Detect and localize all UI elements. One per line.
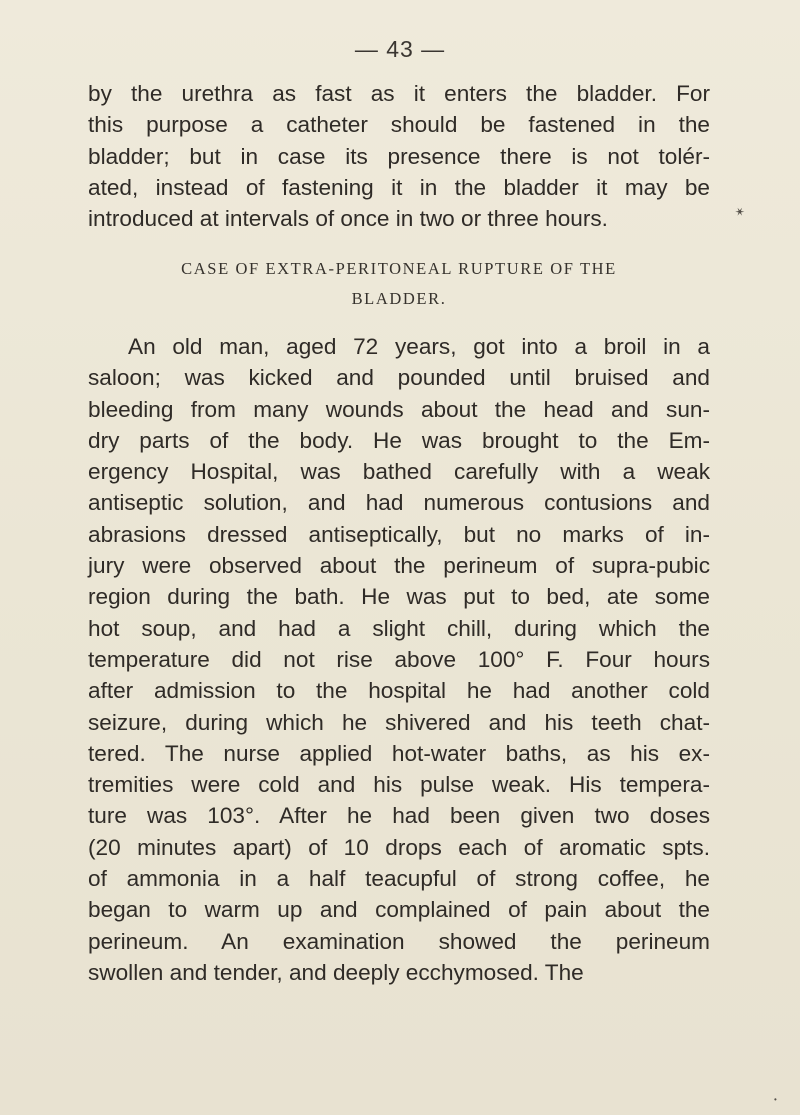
paragraph-continuation: [88, 78, 710, 234]
text-line: hot soup, and had a slight chill, during which the: [88, 615, 710, 641]
page-number: — 43 —: [354, 36, 446, 62]
text-line: temperature did not rise above 100° F. Four hours: [88, 646, 710, 672]
text-line: this purpose a catheter should be fastened in the: [88, 112, 710, 138]
ink-speck-icon: ✶: [732, 203, 748, 221]
text-line: tered. The nurse applied hot-water baths, as his ex-: [88, 740, 710, 766]
text-line: began to warm up and complained of pain about the: [88, 897, 710, 923]
text-line: seizure, during which he shivered and his teeth chat-: [88, 709, 710, 735]
text-line: perineum. An examination showed the perineum: [88, 928, 710, 954]
heading-line: CASE OF EXTRA-PERITONEAL RUPTURE OF THE: [181, 259, 617, 278]
ink-dot-icon: •: [774, 1095, 777, 1104]
text-line: bladder; but in case its presence there is not tolér-: [88, 143, 710, 169]
text-line: ated, instead of fastening it in the bladder it may be: [88, 174, 710, 200]
text-line: An old man, aged 72 years, got into a broil in a: [128, 334, 710, 359]
text-line: tremities were cold and his pulse weak. His tempera-: [88, 772, 710, 798]
text-line: swollen and tender, and deeply ecchymosed. The: [88, 959, 584, 985]
text-line: region during the bath. He was put to bed, ate some: [88, 584, 710, 610]
section-heading: [88, 254, 710, 314]
text-line: antiseptic solution, and had numerous contusions and: [88, 490, 710, 516]
text-line: jury were observed about the perineum of supra-pubic: [88, 553, 710, 579]
text-line: of ammonia in a half teacupful of strong coffee, he: [88, 866, 710, 892]
text-line: by the urethra as fast as it enters the bladder. For: [88, 81, 710, 106]
text-line: bleeding from many wounds about the head and sun-: [88, 396, 710, 422]
text-line: dry parts of the body. He was brought to the Em-: [88, 427, 710, 453]
text-line: after admission to the hospital he had another cold: [88, 678, 710, 704]
text-line: saloon; was kicked and pounded until bruised and: [88, 365, 710, 391]
text-line: introduced at intervals of once in two or three hours.: [88, 206, 608, 232]
text-line: abrasions dressed antiseptically, but no marks of in-: [88, 521, 710, 547]
text-line: (20 minutes apart) of 10 drops each of aromatic spts.: [88, 834, 710, 860]
text-line: ture was 103°. After he had been given two doses: [88, 803, 710, 829]
text-line: ergency Hospital, was bathed carefully with a weak: [88, 459, 710, 485]
paragraph-case-report: [88, 331, 710, 988]
heading-line: BLADDER.: [351, 289, 447, 308]
